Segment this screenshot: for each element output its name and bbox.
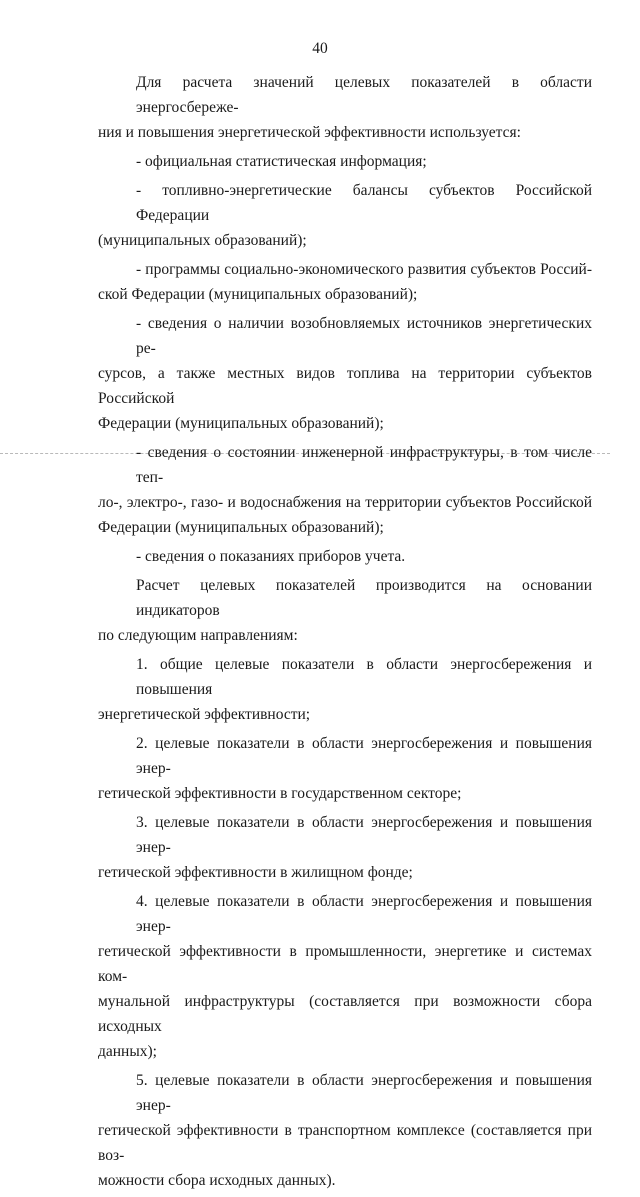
intro-paragraph [98,70,592,145]
text-line: - официальная статистическая информация; [136,153,427,170]
direction-item [98,810,592,885]
source-item [98,440,592,540]
text-line: - сведения о наличии возобновляемых источников энергетических ре- [136,315,592,357]
text-line: гетической эффективности в государственном секторе; [98,785,462,802]
sources-list [98,149,592,569]
text-line: сурсов, а также местных видов топлива на территории субъектов Российской [98,365,592,407]
text-line: ской Федерации (муниципальных образований); [98,286,418,303]
text-line: 5. целевые показатели в области энергосбережения и повышения энер- [136,1072,592,1114]
source-item [98,149,592,174]
calc-paragraph [98,573,592,648]
source-item [98,178,592,253]
page-number: 40 [312,40,328,57]
directions-list [98,652,592,1193]
direction-item [98,652,592,727]
source-item [98,544,592,569]
text-line: данных); [98,1043,157,1060]
text-line: ло-, электро-, газо- и водоснабжения на территории субъектов Российской [98,494,592,511]
document-body [98,70,592,1197]
text-line: Федерации (муниципальных образований); [98,415,384,432]
direction-item [98,889,592,1064]
text-line: 3. целевые показатели в области энергосбережения и повышения энер- [136,814,592,856]
text-line: - сведения о состоянии инженерной инфраструктуры, в том числе теп- [136,444,592,486]
text-line: (муниципальных образований); [98,232,307,249]
text-line: Федерации (муниципальных образований); [98,519,384,536]
source-item [98,257,592,307]
text-line: по следующим направлениям: [98,627,298,644]
direction-item [98,1068,592,1193]
text-line: Для расчета значений целевых показателей в области энергосбереже- [136,74,592,116]
direction-item [98,731,592,806]
text-line: энергетической эффективности; [98,706,311,723]
text-line: 2. целевые показатели в области энергосбережения и повышения энер- [136,735,592,777]
text-line: - программы социально-экономического развития субъектов Россий- [136,261,592,278]
text-line: мунальной инфраструктуры (составляется при возможности сбора исходных [98,993,592,1035]
text-line: - топливно-энергетические балансы субъектов Российской Федерации [136,182,592,224]
source-item [98,311,592,436]
text-line: Расчет целевых показателей производится на основании индикаторов [136,577,592,619]
text-line: - сведения о показаниях приборов учета. [136,548,406,565]
text-line: ния и повышения энергетической эффективности используется: [98,124,521,141]
text-line: 4. целевые показатели в области энергосбережения и повышения энер- [136,893,592,935]
text-line: гетической эффективности в жилищном фонде; [98,864,413,881]
text-line: гетической эффективности в промышленности, энергетике и системах ком- [98,943,592,985]
text-line: гетической эффективности в транспортном комплексе (составляется при воз- [98,1122,592,1164]
text-line: 1. общие целевые показатели в области энергосбережения и повышения [136,656,592,698]
text-line: можности сбора исходных данных). [98,1172,336,1189]
